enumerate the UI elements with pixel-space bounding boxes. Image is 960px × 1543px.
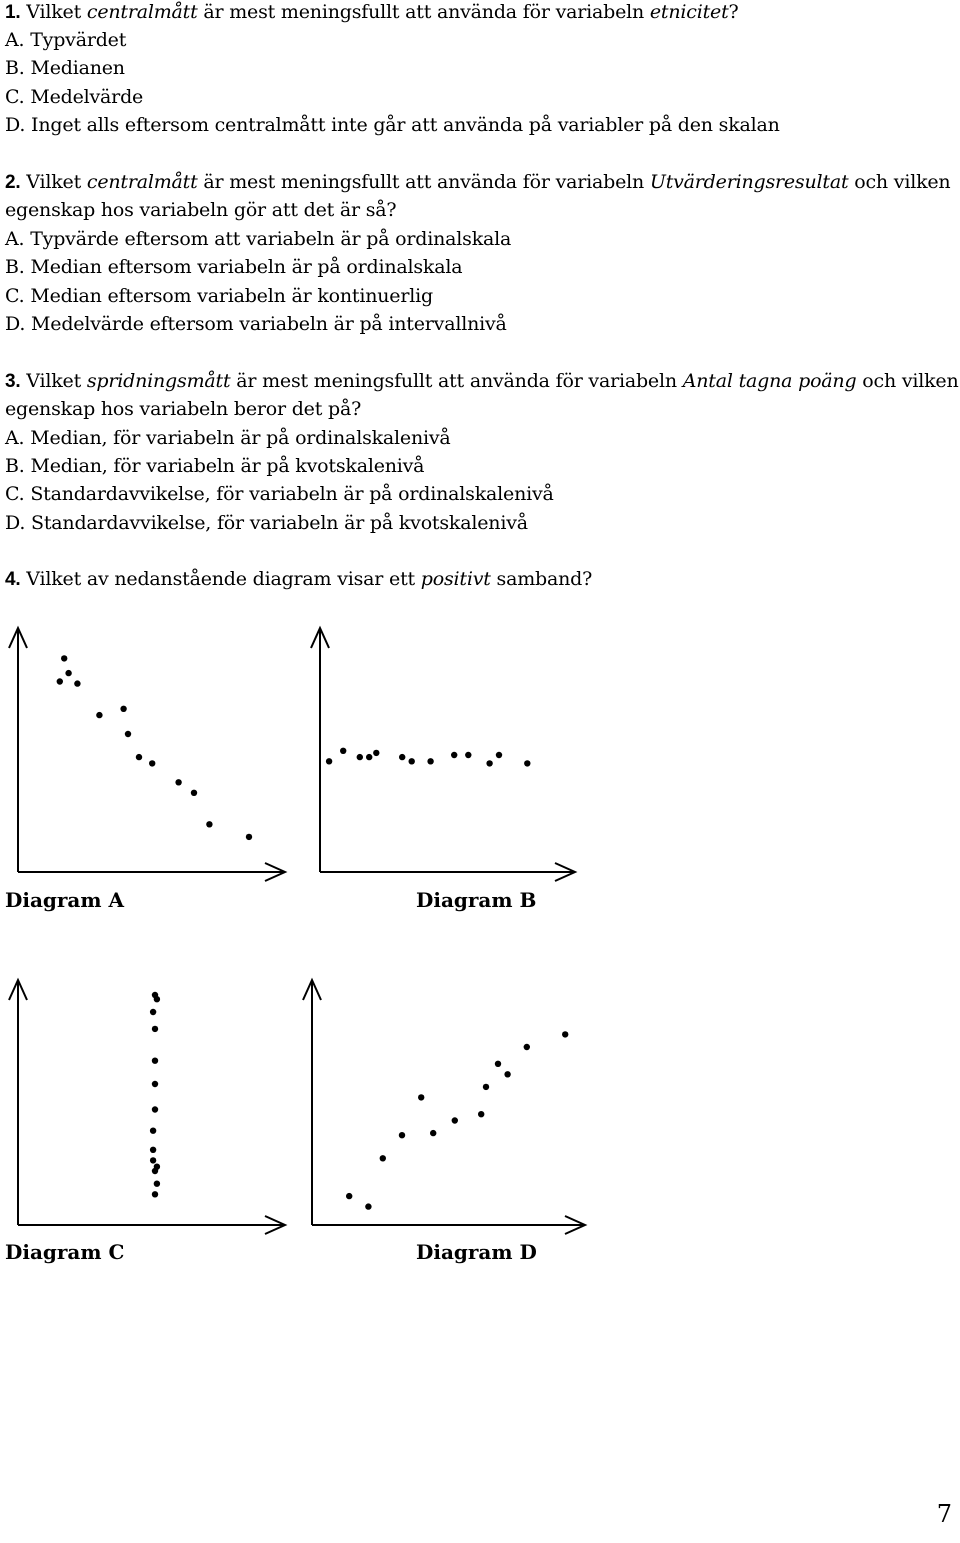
data-point: [496, 752, 502, 758]
option-3c: C. Standardavvikelse, för variabeln är på ordinalskalenivå: [5, 483, 554, 505]
question-2-stem-cont: egenskap hos variabeln gör att det är så?: [5, 199, 397, 221]
diagram-a-caption: Diagram A: [5, 888, 125, 912]
data-point: [65, 670, 71, 676]
data-point: [191, 790, 197, 796]
question-3-stem: 3. Vilket spridningsmått är mest meningsfullt att använda för variabeln Antal tagna poäng och vilken: [5, 370, 959, 392]
diagram-b-caption: Diagram B: [416, 888, 537, 912]
data-point: [478, 1111, 484, 1117]
data-point: [486, 760, 492, 766]
page-number: 7: [936, 1500, 952, 1528]
data-point: [150, 1147, 156, 1153]
option-1b: B. Medianen: [5, 57, 125, 79]
data-point: [152, 1058, 158, 1064]
data-point: [452, 1117, 458, 1123]
data-point: [150, 1009, 156, 1015]
data-point: [154, 996, 160, 1002]
option-2a: A. Typvärde eftersom att variabeln är på ordinalskala: [5, 228, 512, 250]
data-point: [326, 758, 332, 764]
data-point: [365, 1203, 371, 1209]
option-3d: D. Standardavvikelse, för variabeln är på kvotskalenivå: [5, 512, 528, 534]
data-point: [380, 1155, 386, 1161]
data-point: [57, 678, 63, 684]
diagram-a-plot: [0, 620, 290, 880]
question-1-stem: 1. Vilket centralmått är mest meningsfullt att använda för variabeln etnicitet?: [5, 1, 739, 23]
data-point: [562, 1031, 568, 1037]
data-point: [427, 758, 433, 764]
option-2d: D. Medelvärde eftersom variabeln är på intervallnivå: [5, 313, 507, 335]
data-point: [373, 750, 379, 756]
data-point: [125, 731, 131, 737]
option-2c: C. Median eftersom variabeln är kontinuerlig: [5, 285, 433, 307]
data-point: [483, 1084, 489, 1090]
data-point: [495, 1061, 501, 1067]
data-point: [206, 821, 212, 827]
option-1a: A. Typvärdet: [5, 29, 127, 51]
diagram-c-caption: Diagram C: [5, 1240, 125, 1264]
diagram-d-plot: [290, 975, 590, 1235]
data-point: [152, 1168, 158, 1174]
diagram-d-caption: Diagram D: [416, 1240, 537, 1264]
option-1d: D. Inget alls eftersom centralmått inte går att använda på variabler på den skalan: [5, 114, 780, 136]
data-point: [152, 1191, 158, 1197]
data-point: [504, 1071, 510, 1077]
data-point: [366, 754, 372, 760]
data-point: [150, 1157, 156, 1163]
data-point: [150, 1128, 156, 1134]
question-3-stem-cont: egenskap hos variabeln beror det på?: [5, 398, 362, 420]
option-3b: B. Median, för variabeln är på kvotskalenivå: [5, 455, 425, 477]
data-point: [524, 1044, 530, 1050]
option-2b: B. Median eftersom variabeln är på ordinalskala: [5, 256, 463, 278]
data-point: [465, 752, 471, 758]
data-point: [357, 754, 363, 760]
diagram-b-plot: [290, 620, 580, 880]
data-point: [152, 1106, 158, 1112]
data-point: [152, 1026, 158, 1032]
data-point: [430, 1130, 436, 1136]
data-point: [246, 834, 252, 840]
option-1c: C. Medelvärde: [5, 86, 144, 108]
data-point: [152, 1081, 158, 1087]
question-2-stem: 2. Vilket centralmått är mest meningsfullt att använda för variabeln Utvärderingsresultat och vilken: [5, 171, 951, 193]
data-point: [418, 1094, 424, 1100]
data-point: [399, 754, 405, 760]
data-point: [61, 655, 67, 661]
data-point: [340, 748, 346, 754]
data-point: [175, 779, 181, 785]
data-point: [399, 1132, 405, 1138]
data-point: [524, 760, 530, 766]
data-point: [409, 758, 415, 764]
data-point: [149, 760, 155, 766]
data-point: [120, 706, 126, 712]
data-point: [346, 1193, 352, 1199]
data-point: [74, 680, 80, 686]
diagram-c-plot: [0, 975, 290, 1235]
question-4-stem: 4. Vilket av nedanstående diagram visar ett positivt samband?: [5, 568, 593, 590]
option-3a: A. Median, för variabeln är på ordinalskalenivå: [5, 427, 451, 449]
data-point: [154, 1181, 160, 1187]
data-point: [96, 712, 102, 718]
data-point: [136, 754, 142, 760]
data-point: [451, 752, 457, 758]
